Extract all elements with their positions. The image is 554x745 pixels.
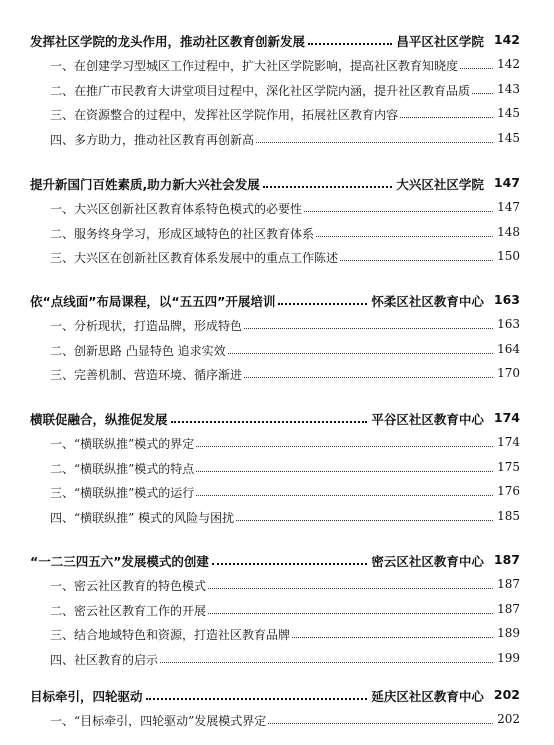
toc-item-page-number: 170 — [497, 366, 520, 380]
section-page-number: 174 — [493, 410, 520, 425]
section-page-number: 202 — [493, 687, 520, 702]
leader-dots — [308, 43, 392, 45]
section-title: 依“点线面”布局课程，以“五五四”开展培训 — [30, 294, 276, 309]
toc-item-row[interactable] — [0, 574, 554, 594]
section-unit: 平谷区社区教育中心 — [371, 412, 484, 427]
toc-item-row[interactable] — [0, 457, 554, 477]
leader-dots — [236, 520, 493, 521]
leader-dots — [304, 211, 493, 212]
toc-item-label: 二、密云社区教育工作的开展 — [50, 603, 207, 618]
leader-dots — [196, 471, 493, 472]
toc-item-label: 三、在资源整合的过程中，发挥社区学院作用，拓展社区教育内容 — [50, 108, 399, 122]
leader-dots — [340, 260, 493, 261]
toc-item-row[interactable] — [0, 623, 554, 643]
leader-dots — [228, 353, 493, 354]
toc-item-row[interactable] — [0, 339, 554, 359]
toc-item-label: 一、“横联纵推”模式的界定 — [50, 437, 195, 451]
toc-item-page-number: 176 — [497, 484, 520, 498]
toc-item-label: 四、社区教育的启示 — [50, 652, 159, 667]
toc-item-row[interactable] — [0, 432, 554, 452]
leader-dots — [146, 698, 368, 700]
section-title-row[interactable] — [0, 173, 554, 193]
toc-item-row[interactable] — [0, 103, 554, 123]
toc-item-page-number: 164 — [497, 341, 520, 356]
section-unit: 密云区社区教育中心 — [371, 554, 484, 569]
section-unit: 延庆区社区教育中心 — [371, 689, 484, 704]
section-title-row[interactable] — [0, 408, 554, 428]
toc-item-page-number: 202 — [497, 712, 520, 726]
toc-item-row[interactable] — [0, 246, 554, 266]
section-page-number: 187 — [493, 552, 520, 567]
section-page-number: 142 — [493, 32, 520, 47]
toc-item-page-number: 187 — [497, 601, 520, 616]
toc-item-page-number: 175 — [497, 459, 520, 474]
leader-dots — [460, 68, 493, 69]
section-title: 发挥社区学院的龙头作用，推动社区教育创新发展 — [30, 34, 306, 49]
toc-item-page-number: 150 — [497, 249, 520, 263]
leader-dots — [196, 495, 493, 496]
toc-item-row[interactable] — [0, 648, 554, 668]
toc-item-label: 二、服务终身学习，形成区域特色的社区教育体系 — [50, 226, 315, 241]
section-unit: 昌平区社区学院 — [396, 34, 484, 49]
toc-item-row[interactable] — [0, 363, 554, 383]
toc-item-label: 三、结合地域特色和资源，打造社区教育品牌 — [50, 628, 291, 642]
leader-dots — [292, 637, 493, 638]
toc-item-row[interactable] — [0, 709, 554, 729]
toc-item-row[interactable] — [0, 506, 554, 526]
leader-dots — [263, 186, 393, 188]
section-title: 横联促融合，纵推促发展 — [30, 412, 168, 427]
toc-item-label: 三、完善机制、营造环境、循序渐进 — [50, 368, 243, 382]
toc-item-page-number: 142 — [497, 57, 520, 71]
toc-item-page-number: 145 — [497, 106, 520, 120]
toc-item-page-number: 185 — [497, 508, 520, 523]
leader-dots — [160, 662, 493, 663]
toc-item-page-number: 145 — [497, 130, 520, 145]
leader-dots — [256, 142, 493, 143]
toc-item-label: 四、多方助力，推动社区教育再创新高 — [50, 132, 255, 147]
leader-dots — [278, 303, 367, 305]
toc-item-page-number: 163 — [497, 317, 520, 331]
leader-dots — [472, 93, 493, 94]
section-page-number: 163 — [493, 292, 520, 307]
section-title: “一二三四五六”发展模式的创建 — [30, 554, 209, 569]
leader-dots — [400, 117, 493, 118]
section-title: 目标牵引，四轮驱动 — [30, 689, 143, 704]
toc-item-label: 二、在推广市民教育大讲堂项目过程中，深化社区学院内涵，提升社区教育品质 — [50, 83, 471, 98]
toc-item-label: 三、大兴区在创新社区教育体系发展中的重点工作陈述 — [50, 251, 339, 265]
toc-item-label: 一、大兴区创新社区教育体系特色模式的必要性 — [50, 202, 303, 216]
leader-dots — [208, 588, 493, 589]
toc-item-label: 二、创新思路 凸显特色 追求实效 — [50, 343, 226, 358]
section-unit: 怀柔区社区教育中心 — [371, 294, 484, 309]
toc-item-row[interactable] — [0, 128, 554, 148]
leader-dots — [244, 328, 493, 329]
toc-item-row[interactable] — [0, 481, 554, 501]
leader-dots — [171, 421, 368, 423]
leader-dots — [196, 446, 493, 447]
section-title-row[interactable] — [0, 550, 554, 570]
leader-dots — [316, 236, 493, 237]
toc-item-row[interactable] — [0, 222, 554, 242]
toc-item-row[interactable] — [0, 197, 554, 217]
toc-item-row[interactable] — [0, 54, 554, 74]
toc-item-label: 一、密云社区教育的特色模式 — [50, 579, 207, 593]
leader-dots — [212, 563, 367, 565]
toc-item-row[interactable] — [0, 79, 554, 99]
toc-item-page-number: 187 — [497, 577, 520, 591]
toc-item-page-number: 199 — [497, 650, 520, 665]
toc-item-row[interactable] — [0, 314, 554, 334]
toc-item-label: 二、“横联纵推”模式的特点 — [50, 461, 195, 476]
leader-dots — [208, 613, 493, 614]
leader-dots — [244, 377, 493, 378]
section-title-row[interactable] — [0, 290, 554, 310]
toc-item-label: 一、分析现状，打造品牌，形成特色 — [50, 319, 243, 333]
toc-item-page-number: 189 — [497, 626, 520, 640]
leader-dots — [268, 723, 493, 724]
toc-item-label: 三、“横联纵推”模式的运行 — [50, 486, 195, 500]
section-title-row[interactable] — [0, 685, 554, 705]
toc-item-page-number: 174 — [497, 435, 520, 449]
section-title: 提升新国门百姓素质,助力新大兴社会发展 — [30, 177, 260, 192]
toc-item-row[interactable] — [0, 599, 554, 619]
toc-item-label: 四、“横联纵推” 模式的风险与困扰 — [50, 510, 235, 525]
section-title-row[interactable] — [0, 30, 554, 50]
section-unit: 大兴区社区学院 — [396, 177, 484, 192]
section-page-number: 147 — [493, 175, 520, 190]
toc-item-page-number: 148 — [497, 224, 520, 239]
toc-item-label: 一、“目标牵引，四轮驱动”发展模式界定 — [50, 714, 267, 728]
toc-item-page-number: 147 — [497, 200, 520, 214]
toc-item-page-number: 143 — [497, 81, 520, 96]
toc-item-label: 一、在创建学习型城区工作过程中，扩大社区学院影响，提高社区教育知晓度 — [50, 59, 459, 73]
